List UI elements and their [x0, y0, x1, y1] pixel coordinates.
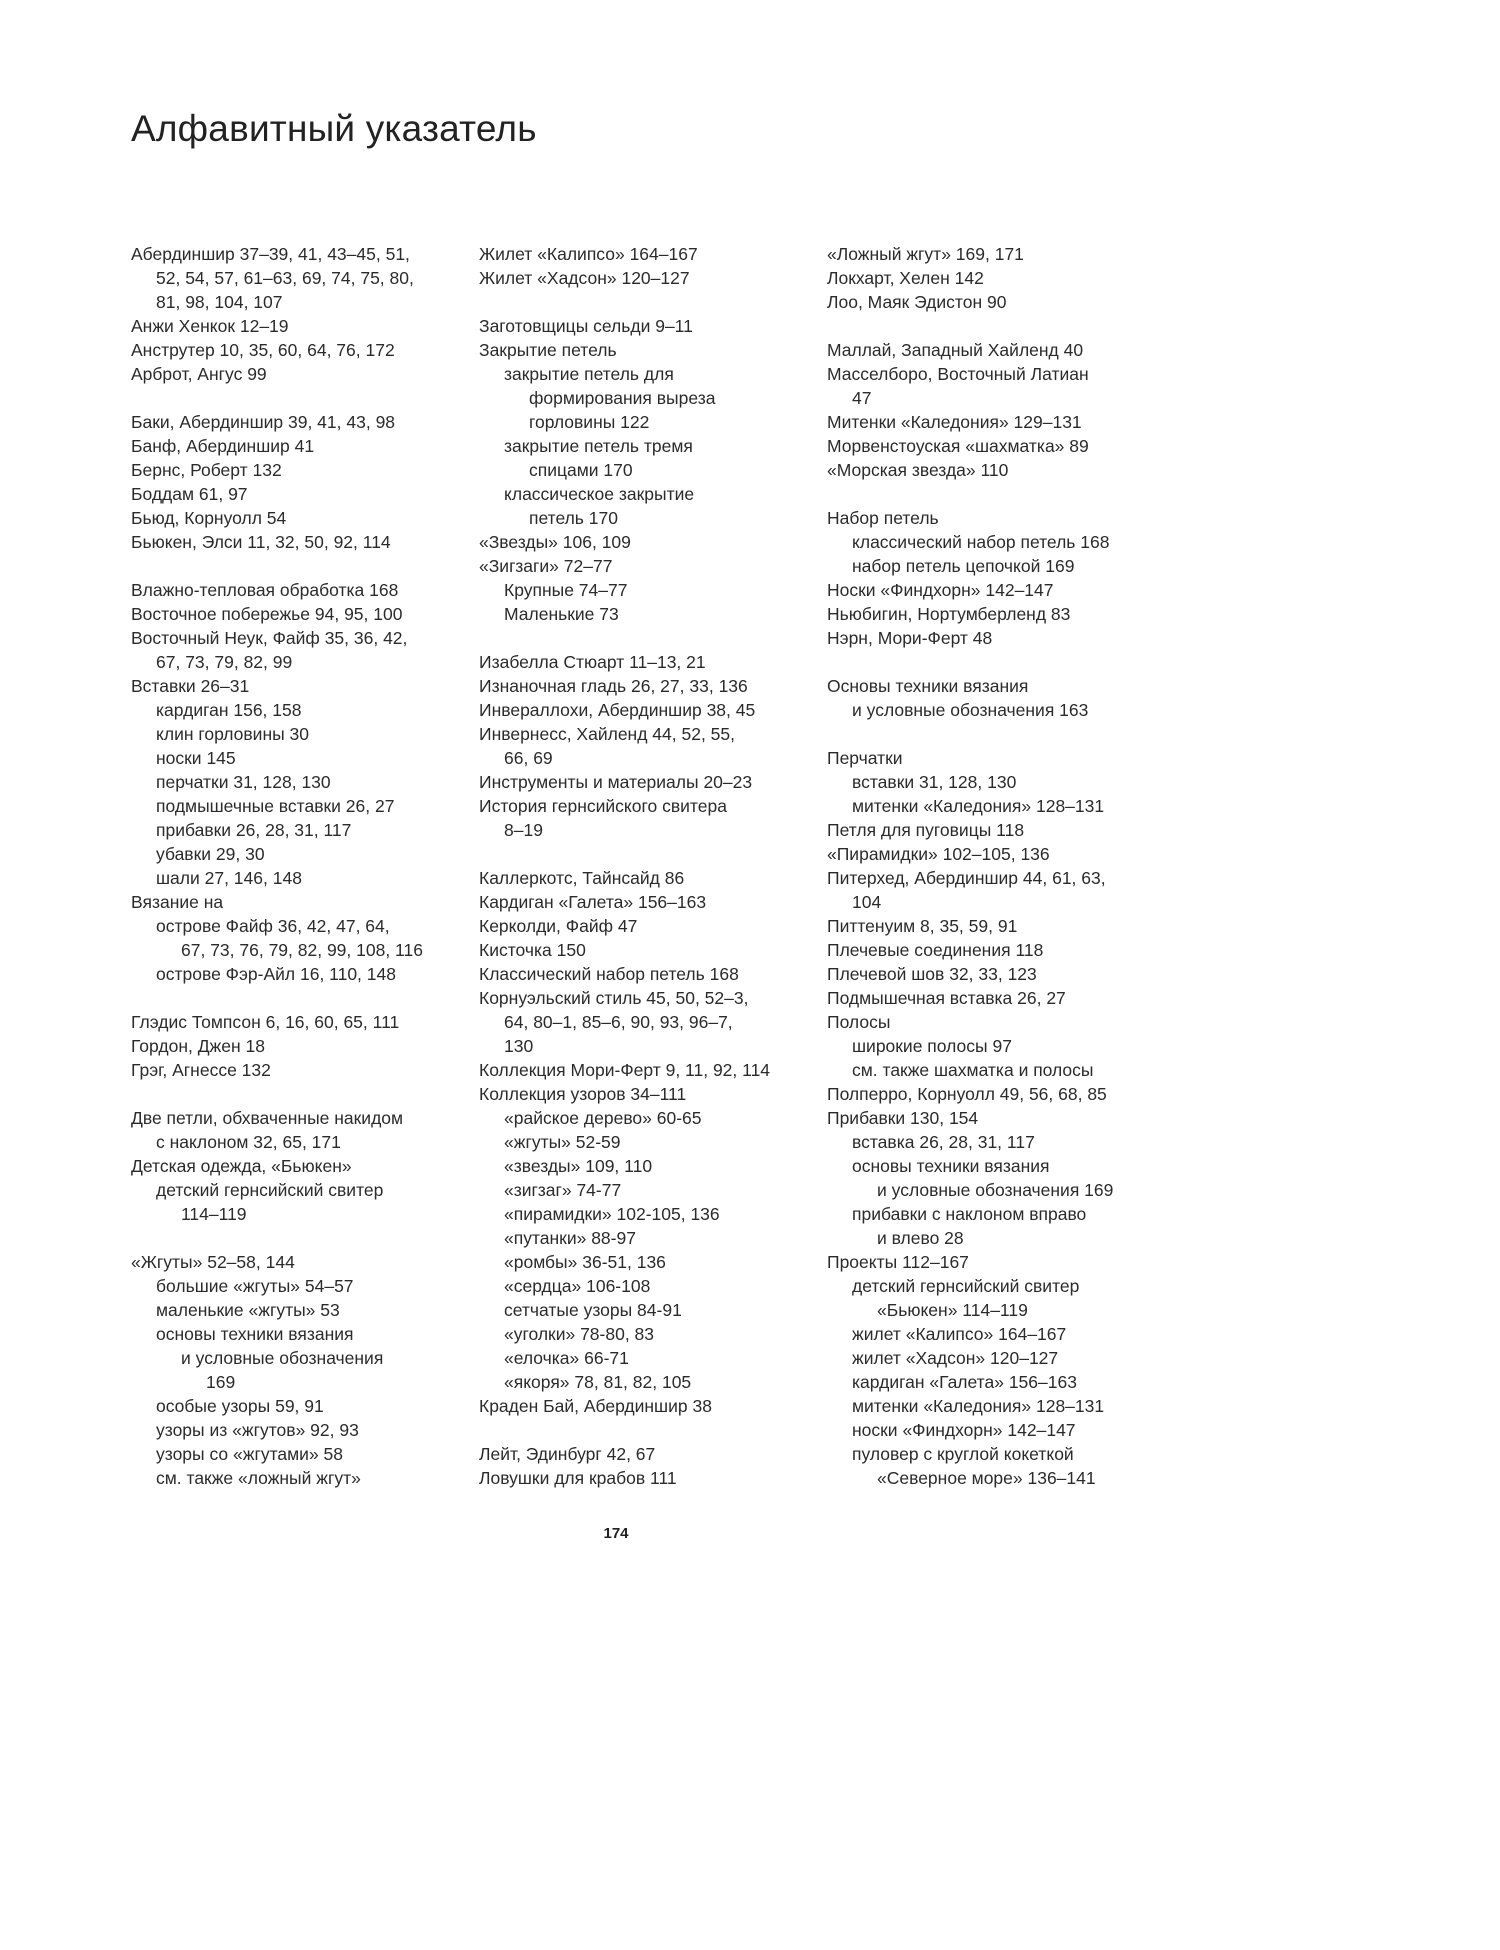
index-entry: [131, 1058, 461, 1082]
index-entry-line: Изабелла Стюарт 11–13, 21: [479, 652, 706, 672]
index-entry-line: с наклоном 32, 65, 171: [156, 1132, 341, 1152]
index-entry-line: Инструменты и материалы 20–23: [479, 772, 753, 792]
index-entry-line: «Северное море» 136–141: [877, 1468, 1096, 1488]
index-subentry: [852, 1058, 1157, 1082]
index-entry-line: маленькие «жгуты» 53: [156, 1300, 340, 1320]
index-subentry: [504, 1154, 809, 1178]
index-subentry: [504, 1322, 809, 1346]
index-entry-line: «путанки» 88-97: [504, 1228, 636, 1248]
index-entry-line: «Ложный жгут» 169, 171: [827, 244, 1024, 264]
index-entry-line: Бьюкен, Элси 11, 32, 50, 92, 114: [131, 532, 391, 552]
index-subentry: [156, 1418, 461, 1442]
index-entry-line: пуловер с круглой кокеткой: [852, 1444, 1074, 1464]
index-entry-line: Корнуэльский стиль 45, 50, 52–3,: [479, 988, 749, 1008]
index-entry-line: Ловушки для крабов 111: [479, 1468, 677, 1488]
index-entry-line: Петля для пуговицы 118: [827, 820, 1025, 840]
index-subentry: [852, 1394, 1157, 1418]
index-entry-line: см. также «ложный жгут»: [156, 1468, 361, 1488]
index-subentry: [852, 1034, 1157, 1058]
index-subentry: [852, 770, 1157, 794]
index-subentry: [504, 434, 809, 482]
index-entry: [827, 458, 1157, 482]
index-entry-line: Восточный Неук, Файф 35, 36, 42,: [131, 628, 408, 648]
index-entry: [479, 722, 809, 770]
index-entry-line: кардиган «Галета» 156–163: [852, 1372, 1077, 1392]
index-entry-line: и влево 28: [877, 1228, 964, 1248]
index-entry-line: Митенки «Каледония» 129–131: [827, 412, 1082, 432]
index-entry-line: Заготовщицы сельди 9–11: [479, 316, 693, 336]
index-entry-line: «Жгуты» 52–58, 144: [131, 1252, 295, 1272]
index-entry: [479, 266, 809, 290]
index-entry-line: Две петли, обхваченные накидом: [131, 1108, 404, 1128]
index-entry: [827, 578, 1157, 602]
index-entry-line: Вставки 26–31: [131, 676, 250, 696]
index-subentry: [156, 842, 461, 866]
index-entry: [131, 890, 461, 914]
index-entry-line: носки «Финдхорн» 142–147: [852, 1420, 1076, 1440]
index-entry: [827, 746, 1157, 770]
index-entry-line: набор петель цепочкой 169: [852, 556, 1075, 576]
index-entry: [131, 410, 461, 434]
index-entry: [131, 242, 461, 314]
index-entry-line: Краден Бай, Абердиншир 38: [479, 1396, 712, 1416]
index-entry-line: большие «жгуты» 54–57: [156, 1276, 354, 1296]
index-entry: [131, 1250, 461, 1274]
index-entry-line: жилет «Хадсон» 120–127: [852, 1348, 1059, 1368]
index-entry: [131, 602, 461, 626]
index-entry: [479, 794, 809, 842]
index-entry: [479, 866, 809, 890]
index-subentry: [852, 1130, 1157, 1154]
index-subentry: [504, 1250, 809, 1274]
index-entry-line: Перчатки: [827, 748, 903, 768]
index-entry-line: Полперро, Корнуолл 49, 56, 68, 85: [827, 1084, 1107, 1104]
index-entry-line: петель 170: [529, 508, 618, 528]
index-subentry: [156, 1178, 461, 1226]
index-entry: [479, 1394, 809, 1418]
index-entry-line: Боддам 61, 97: [131, 484, 248, 504]
index-entry: [479, 890, 809, 914]
index-subentry: [852, 794, 1157, 818]
index-subentry: [852, 1370, 1157, 1394]
index-entry-line: закрытие петель для: [504, 364, 674, 384]
index-entry: [827, 674, 1157, 698]
index-entry: [131, 314, 461, 338]
index-subentry: [504, 1346, 809, 1370]
index-entry-line: шали 27, 146, 148: [156, 868, 302, 888]
index-entry: [827, 362, 1157, 410]
index-entry-line: Жилет «Хадсон» 120–127: [479, 268, 690, 288]
index-entry-line: «ромбы» 36-51, 136: [504, 1252, 666, 1272]
index-entry-line: кардиган 156, 158: [156, 700, 302, 720]
index-subentry: [852, 1346, 1157, 1370]
index-subentry: [504, 578, 809, 602]
index-subentry: [504, 1226, 809, 1250]
index-column-2: [479, 242, 809, 1490]
index-entry: [479, 242, 809, 266]
index-entry-line: Каллеркотс, Тайнсайд 86: [479, 868, 685, 888]
index-subentry: [877, 1178, 1157, 1202]
index-entry-line: Подмышечная вставка 26, 27: [827, 988, 1066, 1008]
index-entry-line: Локхарт, Хелен 142: [827, 268, 984, 288]
index-entry: [827, 818, 1157, 842]
index-column-1: [131, 242, 461, 1490]
index-entry-line: Закрытие петель: [479, 340, 617, 360]
index-entry-line: «Звезды» 106, 109: [479, 532, 631, 552]
index-subentry: [504, 362, 809, 434]
index-entry-line: Лоо, Маяк Эдистон 90: [827, 292, 1007, 312]
index-subentry: [504, 1370, 809, 1394]
index-entry-line: 8–19: [504, 820, 543, 840]
index-subentry: [156, 1442, 461, 1466]
index-entry-line: детский гернсийский свитер: [156, 1180, 384, 1200]
index-entry-line: Набор петель: [827, 508, 939, 528]
index-entry-line: Керколди, Файф 47: [479, 916, 638, 936]
index-entry: [131, 1154, 461, 1178]
index-entry-line: Гордон, Джен 18: [131, 1036, 265, 1056]
index-entry-line: Масселборо, Восточный Латиан: [827, 364, 1089, 384]
index-entry-line: Носки «Финдхорн» 142–147: [827, 580, 1054, 600]
index-entry: [827, 914, 1157, 938]
index-entry: [827, 602, 1157, 626]
index-entry: [479, 938, 809, 962]
index-entry-line: Проекты 112–167: [827, 1252, 969, 1272]
index-entry-line: спицами 170: [529, 460, 633, 480]
index-entry-line: жилет «Калипсо» 164–167: [852, 1324, 1067, 1344]
index-entry-line: перчатки 31, 128, 130: [156, 772, 331, 792]
index-entry-line: узоры из «жгутов» 92, 93: [156, 1420, 359, 1440]
index-entry: [479, 962, 809, 986]
index-entry-line: острове Фэр-Айл 16, 110, 148: [156, 964, 396, 984]
index-entry: [827, 962, 1157, 986]
index-entry-line: Бернс, Роберт 132: [131, 460, 282, 480]
index-entry: [479, 1442, 809, 1466]
index-entry-line: «сердца» 106-108: [504, 1276, 651, 1296]
index-entry-line: Лейт, Эдинбург 42, 67: [479, 1444, 656, 1464]
index-entry: [479, 1466, 809, 1490]
index-entry-line: 52, 54, 57, 61–63, 69, 74, 75, 80,: [156, 268, 414, 288]
index-entry: [131, 1010, 461, 1034]
index-subentry: [156, 746, 461, 770]
index-entry-line: «Морская звезда» 110: [827, 460, 1009, 480]
index-entry: [827, 434, 1157, 458]
index-entry: [827, 1250, 1157, 1274]
index-entry-line: митенки «Каледония» 128–131: [852, 1396, 1105, 1416]
index-entry-line: вставка 26, 28, 31, 117: [852, 1132, 1035, 1152]
index-entry-line: Грэг, Агнессе 132: [131, 1060, 271, 1080]
index-entry-line: «зигзаг» 74-77: [504, 1180, 622, 1200]
index-entry: [131, 458, 461, 482]
index-entry: [827, 1082, 1157, 1106]
index-entry-line: Анструтер 10, 35, 60, 64, 76, 172: [131, 340, 395, 360]
index-entry-line: Инвернесс, Хайленд 44, 52, 55,: [479, 724, 735, 744]
index-entry-line: 81, 98, 104, 107: [156, 292, 283, 312]
index-entry-line: Нэрн, Мори-Ферт 48: [827, 628, 993, 648]
index-subentry: [156, 1322, 461, 1346]
index-entry: [131, 506, 461, 530]
index-entry-line: Жилет «Калипсо» 164–167: [479, 244, 698, 264]
index-subentry: [156, 698, 461, 722]
index-entry-line: Крупные 74–77: [504, 580, 628, 600]
index-subentry: [852, 1154, 1157, 1178]
index-subentry: [504, 1202, 809, 1226]
index-entry: [131, 674, 461, 698]
index-entry-line: Анжи Хенкок 12–19: [131, 316, 289, 336]
index-entry-line: Бьюд, Корнуолл 54: [131, 508, 287, 528]
index-entry-line: Плечевые соединения 118: [827, 940, 1044, 960]
index-entry-line: Кардиган «Галета» 156–163: [479, 892, 707, 912]
index-entry: [131, 482, 461, 506]
index-subentry: [852, 698, 1157, 722]
index-subentry: [156, 1394, 461, 1418]
index-subentry: [852, 1442, 1157, 1490]
index-entry: [827, 1010, 1157, 1034]
page-number: 174: [603, 1525, 629, 1542]
index-entry: [827, 866, 1157, 914]
index-entry-line: Полосы: [827, 1012, 891, 1032]
index-entry-line: и условные обозначения 169: [877, 1180, 1114, 1200]
index-entry: [827, 938, 1157, 962]
index-entry-line: 114–119: [181, 1204, 247, 1224]
index-subentry: [852, 1202, 1157, 1250]
index-entry-line: Вязание на: [131, 892, 224, 912]
index-entry-line: классический набор петель 168: [852, 532, 1110, 552]
index-entry-line: «пирамидки» 102-105, 136: [504, 1204, 720, 1224]
index-subentry: [156, 1298, 461, 1322]
index-entry-line: убавки 29, 30: [156, 844, 265, 864]
index-entry: [827, 506, 1157, 530]
index-entry: [479, 986, 809, 1058]
page-title: Алфавитный указатель: [131, 108, 537, 149]
index-entry-line: Арброт, Ангус 99: [131, 364, 267, 384]
index-entry: [479, 770, 809, 794]
index-entry-line: широкие полосы 97: [852, 1036, 1012, 1056]
index-entry-line: основы техники вязания: [156, 1324, 354, 1344]
index-entry-line: Глэдис Томпсон 6, 16, 60, 65, 111: [131, 1012, 400, 1032]
index-entry-line: «Пирамидки» 102–105, 136: [827, 844, 1050, 864]
index-entry: [479, 554, 809, 578]
index-entry: [479, 530, 809, 554]
index-subentry: [156, 722, 461, 746]
index-entry: [479, 1082, 809, 1106]
index-entry-line: см. также шахматка и полосы: [852, 1060, 1094, 1080]
index-subentry: [852, 530, 1157, 554]
index-entry-line: Баки, Абердиншир 39, 41, 43, 98: [131, 412, 396, 432]
index-entry: [479, 914, 809, 938]
index-entry-line: Классический набор петель 168: [479, 964, 739, 984]
index-subentry: [156, 914, 461, 962]
index-entry-line: 104: [852, 892, 882, 912]
index-entry: [479, 650, 809, 674]
index-entry: [131, 578, 461, 602]
index-entry-line: прибавки 26, 28, 31, 117: [156, 820, 352, 840]
index-entry: [827, 842, 1157, 866]
index-entry-line: Прибавки 130, 154: [827, 1108, 979, 1128]
index-entry: [827, 242, 1157, 266]
index-entry-line: детский гернсийский свитер: [852, 1276, 1080, 1296]
index-entry-line: Банф, Абердиншир 41: [131, 436, 315, 456]
index-entry-line: «елочка» 66-71: [504, 1348, 629, 1368]
index-entry-line: «райское дерево» 60-65: [504, 1108, 702, 1128]
index-entry-line: Инвераллохи, Абердиншир 38, 45: [479, 700, 756, 720]
index-entry-line: и условные обозначения: [181, 1348, 384, 1368]
index-entry-line: «Зигзаги» 72–77: [479, 556, 613, 576]
index-subentry: [156, 818, 461, 842]
index-entry: [827, 290, 1157, 314]
index-entry-line: Морвенстоуская «шахматка» 89: [827, 436, 1089, 456]
index-entry: [479, 314, 809, 338]
index-entry: [131, 434, 461, 458]
index-entry-line: острове Файф 36, 42, 47, 64,: [156, 916, 390, 936]
index-entry-line: Коллекция Мори-Ферт 9, 11, 92, 114: [479, 1060, 771, 1080]
index-entry-line: 130: [504, 1036, 534, 1056]
index-entry-line: 47: [852, 388, 872, 408]
index-entry-line: Изнаночная гладь 26, 27, 33, 136: [479, 676, 748, 696]
index-entry-line: формирования выреза: [529, 388, 716, 408]
index-entry-line: «уголки» 78-80, 83: [504, 1324, 655, 1344]
index-entry-line: горловины 122: [529, 412, 650, 432]
index-entry: [131, 362, 461, 386]
index-entry-line: Питтенуим 8, 35, 59, 91: [827, 916, 1018, 936]
index-entry-line: «звезды» 109, 110: [504, 1156, 653, 1176]
index-entry-line: вставки 31, 128, 130: [852, 772, 1017, 792]
index-subentry: [156, 794, 461, 818]
index-entry-line: «якоря» 78, 81, 82, 105: [504, 1372, 692, 1392]
index-entry-line: носки 145: [156, 748, 236, 768]
index-entry-line: прибавки с наклоном вправо: [852, 1204, 1087, 1224]
index-entry: [827, 1106, 1157, 1130]
index-entry: [131, 1034, 461, 1058]
index-entry-line: 67, 73, 76, 79, 82, 99, 108, 116: [181, 940, 423, 960]
index-entry-line: Восточное побережье 94, 95, 100: [131, 604, 403, 624]
index-subentry: [504, 1274, 809, 1298]
index-subentry: [156, 1274, 461, 1298]
index-entry: [131, 530, 461, 554]
index-entry: [827, 266, 1157, 290]
index-subentry: [156, 770, 461, 794]
index-entry: [131, 626, 461, 674]
index-subentry: [504, 602, 809, 626]
index-entry: [479, 674, 809, 698]
index-subentry: [852, 554, 1157, 578]
index-entry-line: особые узоры 59, 91: [156, 1396, 324, 1416]
index-entry-line: Основы техники вязания: [827, 676, 1029, 696]
index-subentry: [156, 1466, 461, 1490]
index-entry: [827, 338, 1157, 362]
index-entry-line: Коллекция узоров 34–111: [479, 1084, 687, 1104]
index-entry-line: сетчатые узоры 84-91: [504, 1300, 682, 1320]
index-entry-line: «жгуты» 52-59: [504, 1132, 621, 1152]
index-entry-line: Ньюбигин, Нортумберленд 83: [827, 604, 1071, 624]
index-entry-line: узоры со «жгутами» 58: [156, 1444, 344, 1464]
index-entry: [827, 626, 1157, 650]
index-entry-line: 64, 80–1, 85–6, 90, 93, 96–7,: [504, 1012, 733, 1032]
index-entry-line: подмышечные вставки 26, 27: [156, 796, 395, 816]
index-subentry: [156, 866, 461, 890]
index-entry-line: Питерхед, Абердиншир 44, 61, 63,: [827, 868, 1106, 888]
index-entry-line: митенки «Каледония» 128–131: [852, 796, 1105, 816]
index-entry-line: Маллай, Западный Хайленд 40: [827, 340, 1084, 360]
index-entry-line: Кисточка 150: [479, 940, 586, 960]
index-column-3: [827, 242, 1157, 1490]
index-entry-line: Детская одежда, «Бьюкен»: [131, 1156, 352, 1176]
index-entry-line: Плечевой шов 32, 33, 123: [827, 964, 1037, 984]
index-entry: [479, 1058, 809, 1082]
index-subentry: [852, 1418, 1157, 1442]
index-subentry: [504, 482, 809, 530]
index-entry: [827, 410, 1157, 434]
index-entry-line: закрытие петель тремя: [504, 436, 693, 456]
index-subentry: [504, 1298, 809, 1322]
index-entry-line: клин горловины 30: [156, 724, 310, 744]
index-subentry: [852, 1322, 1157, 1346]
index-subentry: [504, 1106, 809, 1130]
index-entry-line: основы техники вязания: [852, 1156, 1050, 1176]
index-entry-line: Маленькие 73: [504, 604, 619, 624]
index-entry: [479, 698, 809, 722]
index-entry-line: 169: [206, 1372, 236, 1392]
index-subentry: [181, 1346, 461, 1394]
index-subentry: [504, 1130, 809, 1154]
index-entry-line: 67, 73, 79, 82, 99: [156, 652, 293, 672]
index-entry-line: История гернсийского свитера: [479, 796, 727, 816]
index-entry-line: Влажно-тепловая обработка 168: [131, 580, 399, 600]
index-entry: [131, 338, 461, 362]
index-entry-line: 66, 69: [504, 748, 553, 768]
index-entry-line: и условные обозначения 163: [852, 700, 1089, 720]
index-subentry: [504, 1178, 809, 1202]
index-subentry: [156, 962, 461, 986]
index-entry: [131, 1106, 461, 1154]
index-entry: [827, 986, 1157, 1010]
index-entry-line: «Бьюкен» 114–119: [877, 1300, 1028, 1320]
index-subentry: [852, 1274, 1157, 1322]
index-entry-line: Абердиншир 37–39, 41, 43–45, 51,: [131, 244, 410, 264]
index-entry: [479, 338, 809, 362]
index-entry-line: классическое закрытие: [504, 484, 695, 504]
